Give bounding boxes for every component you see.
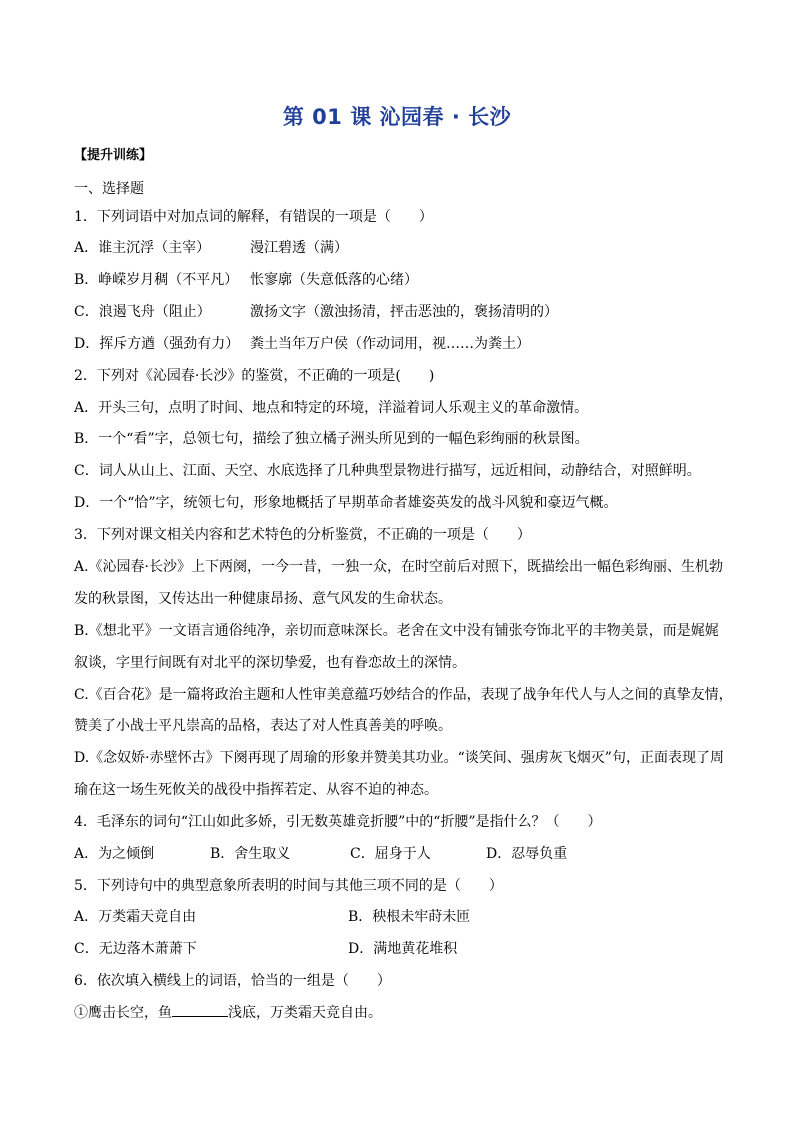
question-2-option-d: D．一个“恰”字，统领七句，形象地概括了早期革命者雄姿英发的战斗风貌和豪迈气概。 — [74, 495, 618, 511]
question-3-option-a-line1: A.《沁园春·长沙》上下两阕，一今一昔，一独一众，在时空前后对照下，既描绘出一幅色彩绚丽、生机勃 — [74, 559, 724, 575]
question-3-option-d-line2: 瑜在这一场生死攸关的战役中指挥若定、从容不迫的神态。 — [74, 782, 438, 798]
option-part: A．谁主沉浮（主宰） — [74, 240, 211, 256]
option-d: D．忍辱负重 — [486, 846, 568, 862]
option-part: 粪土当年万户侯（作动词用，视……为粪土） — [250, 336, 530, 352]
question-4-options — [74, 844, 567, 864]
option-part: 漫江碧透（满） — [250, 240, 348, 256]
question-6-stem: 6．依次填入横线上的词语，恰当的一组是（ ） — [74, 973, 391, 989]
option-part: C．浪遏飞舟（阻止） — [74, 304, 211, 320]
option-part: D．挥斥方遒（强劲有力） — [74, 336, 240, 352]
section-tag: 【提升训练】 — [74, 148, 153, 163]
question-2-option-b: B．一个“看”字，总领七句，描绘了独立橘子洲头所见到的一幅色彩绚丽的秋景图。 — [74, 431, 589, 447]
option-a: A．为之倾倒 — [74, 846, 155, 862]
question-4-stem: 4．毛泽东的词句“江山如此多娇，引无数英雄竞折腰”中的“折腰”是指什么？（ ） — [74, 814, 602, 830]
question-1-option-d — [74, 334, 530, 354]
question-1-option-b — [74, 270, 418, 290]
part-heading: 一、选择题 — [74, 181, 144, 197]
question-2-option-a: A．开头三句，点明了时间、地点和特定的环境，洋溢着词人乐观主义的革命激情。 — [74, 400, 589, 416]
option-part: 激扬文字（激浊扬清，抨击恶浊的，褒扬清明的） — [250, 304, 558, 320]
question-2-stem: 2．下列对《沁园春·长沙》的鉴赏，不正确的一项是( ) — [74, 368, 435, 384]
question-1-option-a — [74, 238, 348, 258]
question-1-option-c — [74, 302, 558, 322]
question-5-options-row1 — [74, 907, 470, 927]
option-b: B．舍生取义 — [210, 846, 291, 862]
option-b: B．秧根未牢莳未匝 — [348, 909, 471, 925]
question-5-options-row2 — [74, 939, 457, 959]
option-d: D．满地黄花堆积 — [348, 941, 458, 957]
question-5-stem: 5．下列诗句中的典型意象所表明的时间与其他三项不同的是（ ） — [74, 878, 503, 894]
question-3-option-c-line1: C.《百合花》是一篇将政治主题和人性审美意蕴巧妙结合的作品，表现了战争年代人与人之间的真挚友情， — [74, 687, 733, 703]
question-2-option-c: C．词人从山上、江面、天空、水底选择了几种典型景物进行描写，远近相间，动静结合，对照鲜明。 — [74, 463, 701, 479]
option-c: C．无边落木萧萧下 — [74, 941, 197, 957]
question-3-option-b-line1: B.《想北平》一文语言通俗纯净，亲切而意味深长。老舍在文中没有铺张夸饰北平的丰物美景，而是娓娓 — [74, 623, 719, 639]
question-3-stem: 3．下列对课文相关内容和艺术特色的分析鉴赏，不正确的一项是（ ） — [74, 527, 531, 543]
option-part: 怅寥廓（失意低落的心绪） — [250, 272, 418, 288]
item-text-after: 浅底，万类霜天竞自由。 — [228, 1005, 382, 1021]
option-part: B．峥嵘岁月稠（不平凡） — [74, 272, 239, 288]
question-1-stem: 1．下列词语中对加点词的解释，有错误的一项是（ ） — [74, 209, 433, 225]
fill-blank — [172, 1004, 228, 1017]
question-3-option-b-line2: 叙谈，字里行间既有对北平的深切挚爱，也有眷恋故土的深情。 — [74, 655, 466, 671]
item-text-before: ①鹰击长空，鱼 — [74, 1005, 172, 1021]
question-3-option-d-line1: D.《念奴娇·赤壁怀古》下阕再现了周瑜的形象并赞美其功业。“谈笑间、强虏灰飞烟灭”句，正面表现了周 — [74, 750, 724, 766]
option-c: C．屈身于人 — [350, 846, 431, 862]
question-6-item-1 — [74, 1003, 382, 1023]
option-a: A．万类霜天竞自由 — [74, 909, 197, 925]
question-3-option-c-line2: 赞美了小战士平凡崇高的品格，表达了对人性真善美的呼唤。 — [74, 718, 452, 734]
question-3-option-a-line2: 发的秋景图，又传达出一种健康昂扬、意气风发的生命状态。 — [74, 591, 452, 607]
page-title: 第 01 课 沁园春 · 长沙 — [282, 105, 512, 129]
